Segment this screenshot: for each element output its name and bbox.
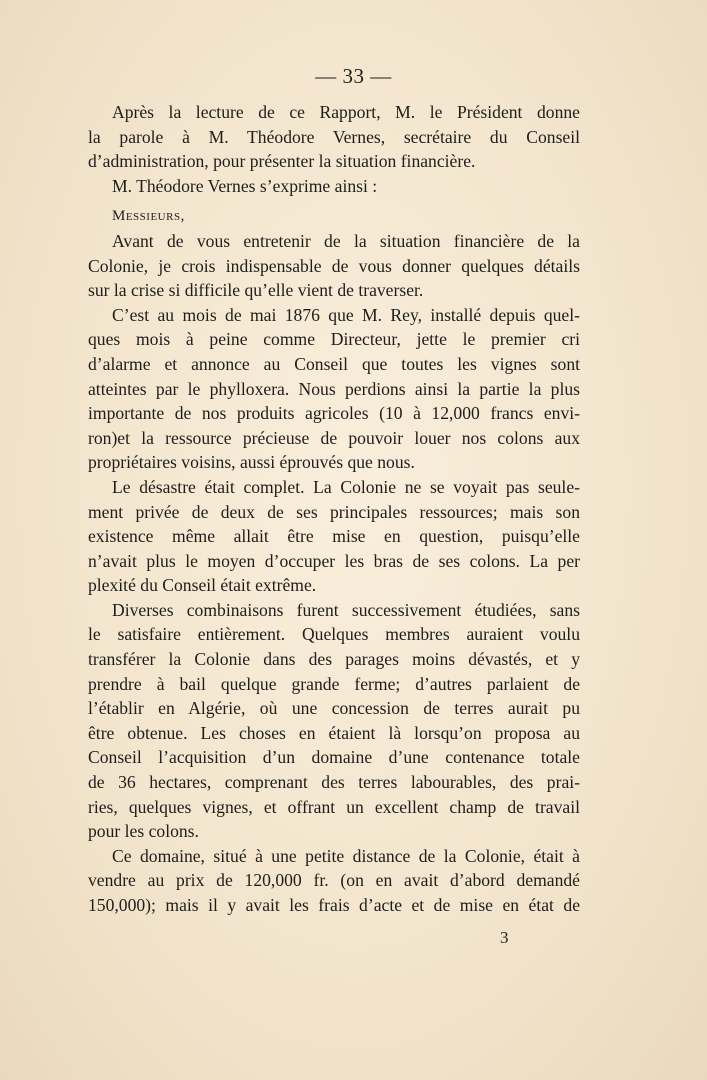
text-line: sur la crise si difficile qu’elle vient de traverser. bbox=[88, 280, 424, 301]
text-line: Ce domaine, situé à une petite distance de la Colonie, était à bbox=[112, 845, 580, 866]
text-line: ques mois à peine comme Directeur, jette le premier cri bbox=[88, 329, 580, 350]
text-line: ment privée de deux de ses principales ressources; mais son bbox=[88, 501, 580, 522]
paragraph-3 bbox=[88, 229, 580, 303]
text-line: Après la lecture de ce Rapport, M. le Président donne bbox=[112, 102, 580, 122]
text-line: existence même allait être mise en question, puisqu’elle bbox=[88, 526, 580, 547]
signature-mark: 3 bbox=[500, 928, 509, 947]
text-line: n’avait plus le moyen d’occuper les bras de ses colons. La per bbox=[88, 550, 580, 571]
text-line: pour les colons. bbox=[88, 821, 199, 842]
text-line: ron)et la ressource précieuse de pouvoir louer nos colons aux bbox=[88, 427, 580, 448]
paragraph-7 bbox=[88, 844, 580, 918]
text-line: M. Théodore Vernes s’exprime ainsi : bbox=[112, 175, 378, 196]
text-line: d’alarme et annonce au Conseil que toutes les vignes sont bbox=[88, 353, 580, 374]
paragraph-2 bbox=[88, 174, 580, 199]
text-line: C’est au mois de mai 1876 que M. Rey, installé depuis quel- bbox=[112, 304, 580, 325]
text-line: transférer la Colonie dans des parages moins dévastés, et y bbox=[88, 649, 580, 670]
text-line: Conseil l’acquisition d’un domaine d’une contenance totale bbox=[88, 747, 580, 768]
text-line: l’établir en Algérie, où une concession de terres aurait pu bbox=[88, 698, 580, 719]
text-line: la parole à M. Théodore Vernes, secrétaire du Conseil bbox=[88, 126, 580, 147]
paragraph-4 bbox=[88, 303, 580, 475]
text-line: Colonie, je crois indispensable de vous donner quelques détails bbox=[88, 255, 580, 276]
text-line: être obtenue. Les choses en étaient là lorsqu’on proposa au bbox=[88, 722, 580, 743]
paragraph-5 bbox=[88, 475, 580, 598]
salutation: Messieurs, bbox=[112, 208, 185, 225]
body-text bbox=[88, 100, 580, 918]
text-line: d’administration, pour présenter la situation financière. bbox=[88, 151, 476, 172]
text-line: Le désastre était complet. La Colonie ne se voyait pas seule- bbox=[112, 476, 580, 497]
text-line: de 36 hectares, comprenant des terres labourables, des prai- bbox=[88, 772, 580, 793]
paragraph-1 bbox=[88, 100, 580, 174]
text-line: Avant de vous entretenir de la situation financière de la bbox=[112, 230, 580, 251]
text-line: Diverses combinaisons furent successivement étudiées, sans bbox=[112, 599, 580, 620]
paragraph-6 bbox=[88, 598, 580, 844]
text-line: 150,000); mais il y avait les frais d’acte et de mise en état de bbox=[88, 895, 580, 915]
page-number-header: — 33 — bbox=[315, 64, 392, 88]
text-line: vendre au prix de 120,000 fr. (on en avait d’abord demandé bbox=[88, 870, 580, 891]
text-line: plexité du Conseil était extrême. bbox=[88, 575, 317, 596]
text-line: propriétaires voisins, aussi éprouvés que nous. bbox=[88, 452, 415, 473]
text-line: prendre à bail quelque grande ferme; d’autres parlaient de bbox=[88, 673, 580, 694]
text-line: atteintes par le phylloxera. Nous perdions ainsi la partie la plus bbox=[88, 378, 580, 399]
text-line: le satisfaire entièrement. Quelques membres auraient voulu bbox=[88, 624, 580, 645]
text-line: importante de nos produits agricoles (10 à 12,000 francs envi- bbox=[88, 403, 580, 424]
text-line: ries, quelques vignes, et offrant un excellent champ de travail bbox=[88, 796, 580, 817]
